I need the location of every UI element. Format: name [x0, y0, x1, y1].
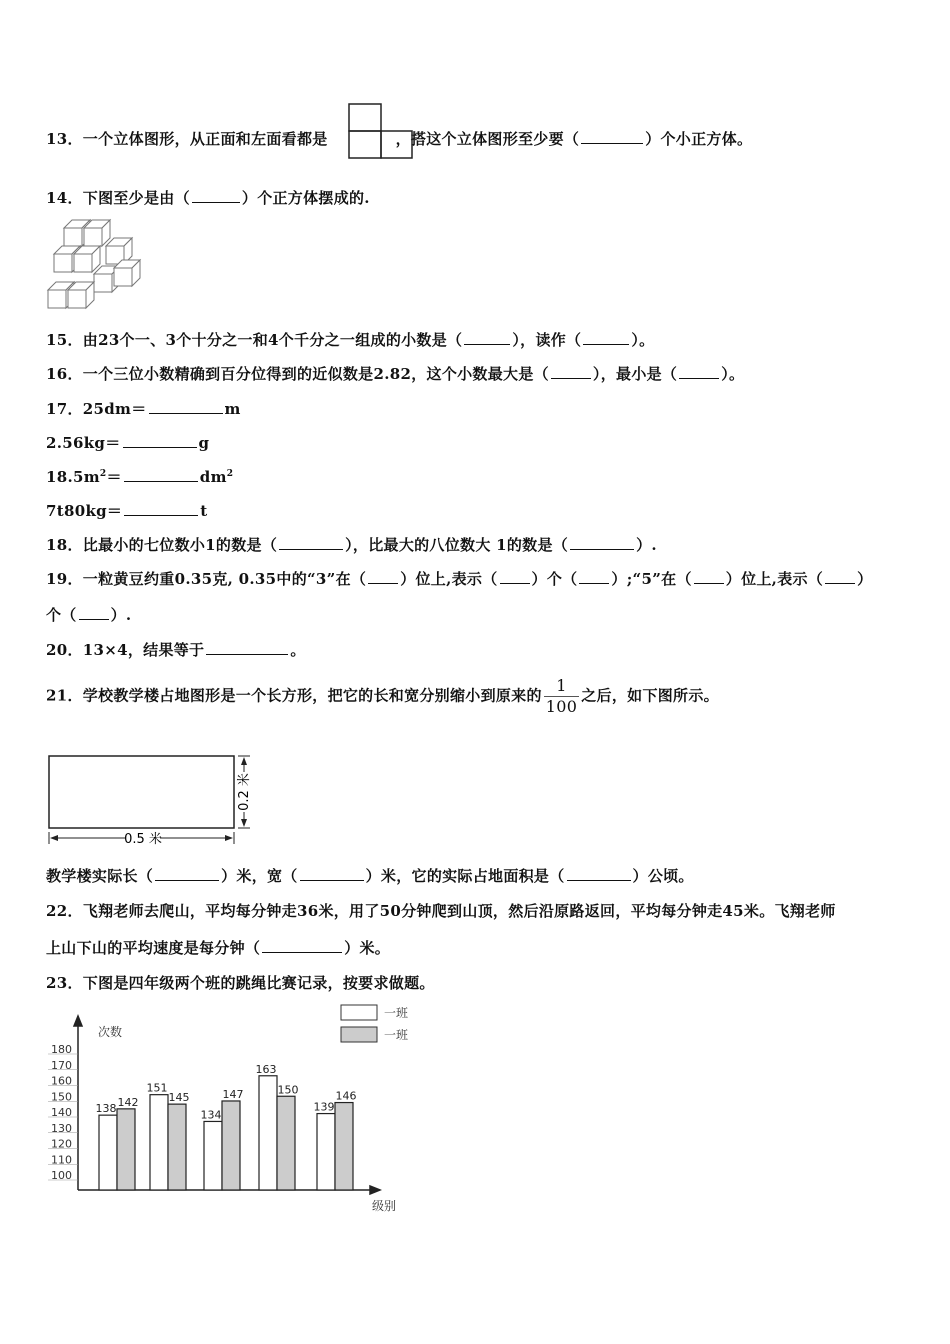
- question-number: 21．: [46, 686, 83, 705]
- legend-swatch-1: [341, 1005, 377, 1020]
- question-13: 13．一个立体图形，从正面和左面看都是 ，搭这个立体图形至少要（ ）个小正方体。: [46, 130, 753, 148]
- legend-label-1: 一班: [384, 1006, 409, 1020]
- question-number: 17．: [46, 400, 83, 418]
- question-17-line-2: 2.56kg＝ g: [46, 434, 210, 452]
- y-tick-label: 180: [51, 1043, 72, 1056]
- bar-value-label: 142: [117, 1095, 139, 1109]
- bar-value-label: 147: [222, 1087, 244, 1101]
- answer-blank[interactable]: [149, 412, 223, 414]
- answer-blank[interactable]: [570, 548, 634, 550]
- answer-blank[interactable]: [464, 343, 510, 345]
- answer-blank[interactable]: [123, 446, 197, 448]
- cube-stack-figure: [46, 216, 146, 312]
- bar-value-label: 150: [277, 1083, 299, 1097]
- question-19-cont: 个（ ）.: [46, 606, 132, 624]
- bar-1-5: [317, 1114, 335, 1190]
- question-number: 15．: [46, 331, 83, 349]
- question-number: 14．: [46, 189, 83, 207]
- bar-1-2: [150, 1095, 168, 1190]
- y-axis-label: 次数: [98, 1025, 123, 1039]
- answer-blank[interactable]: [279, 548, 343, 550]
- question-19: 19．一粒黄豆约重0.35克, 0.35中的“3”在（ ）位上,表示（ ）个（ ）;“5”在（ ）位上,表示（ ）: [46, 570, 873, 588]
- rectangle-figure: [40, 750, 260, 854]
- bar-1-4: [259, 1076, 277, 1190]
- question-21-answer: 教学楼实际长（ ）米，宽（ ）米，它的实际占地面积是（ ）公顷。: [46, 867, 694, 885]
- question-17-line-4: 7t80kg＝ t: [46, 502, 208, 520]
- answer-blank[interactable]: [79, 618, 109, 620]
- question-15: 15．由23个一、3个十分之一和4个千分之一组成的小数是（ ），读作（ ）。: [46, 331, 655, 349]
- bar-value-label: 151: [146, 1081, 168, 1095]
- bar-value-label: 139: [313, 1100, 335, 1114]
- answer-blank[interactable]: [694, 582, 724, 584]
- answer-blank[interactable]: [500, 582, 530, 584]
- answer-blank[interactable]: [262, 951, 342, 953]
- y-tick-label: 130: [51, 1121, 72, 1135]
- answer-blank[interactable]: [124, 480, 198, 482]
- question-18: 18．比最小的七位数小1的数是（ ），比最大的八位数大 1的数是（ ）.: [46, 536, 657, 554]
- answer-blank[interactable]: [124, 514, 198, 516]
- question-17-line-1: 17．25dm＝ m: [46, 400, 241, 418]
- height-label: 0.2 米: [237, 773, 252, 811]
- question-16: 16．一个三位小数精确到百分位得到的近似数是2.82，这个小数最大是（ ），最小是（ ）。: [46, 365, 745, 383]
- y-tick-label: 170: [51, 1058, 72, 1072]
- bar-value-label: 134: [200, 1108, 222, 1122]
- bar-2-2: [168, 1104, 186, 1190]
- answer-blank[interactable]: [567, 879, 631, 881]
- answer-blank[interactable]: [192, 201, 240, 203]
- y-tick-label: 150: [51, 1090, 72, 1104]
- fraction: $\frac{1}{100}$: [545, 676, 578, 716]
- question-number: 23．: [46, 974, 83, 992]
- question-17-line-3: $18.5m^2= dm^2$: [46, 468, 234, 486]
- answer-blank[interactable]: [583, 343, 629, 345]
- bar-value-label: 138: [95, 1102, 117, 1116]
- y-tick-label: 140: [51, 1106, 72, 1119]
- question-number: 13．: [46, 130, 83, 148]
- bar-1-1: [99, 1115, 117, 1190]
- legend-label-2: 一班: [384, 1028, 409, 1042]
- view-shape-figure: [346, 103, 416, 161]
- y-tick-label: 110: [51, 1153, 72, 1167]
- bar-value-label: 146: [335, 1089, 357, 1103]
- question-number: 19．: [46, 570, 83, 588]
- question-number: 20．: [46, 641, 83, 659]
- question-number: 18．: [46, 536, 83, 554]
- bar-value-label: 145: [168, 1091, 190, 1105]
- x-axis-label: 级别: [372, 1199, 397, 1213]
- question-14: 14．下图至少是由（ ）个正方体摆成的.: [46, 189, 370, 207]
- bar-value-label: 163: [255, 1062, 277, 1076]
- bar-1-3: [204, 1121, 222, 1190]
- bar-2-1: [117, 1109, 135, 1190]
- answer-blank[interactable]: [368, 582, 398, 584]
- y-tick-label: 160: [51, 1074, 72, 1088]
- y-tick-label: 120: [51, 1137, 72, 1151]
- question-21: 21．学校教学楼占地图形是一个长方形，把它的长和宽分别缩小到原来的 $\frac{1}{100}$ 之后，如下图所示。: [46, 676, 719, 716]
- y-tick-label: 100: [51, 1169, 72, 1182]
- question-22: 22．飞翔老师去爬山，平均每分钟走36米，用了50分钟爬到山顶，然后沿原路返回，平均每分钟走45米。飞翔老师: [46, 902, 836, 920]
- jump-rope-bar-chart: [40, 1000, 420, 1220]
- answer-blank[interactable]: [679, 377, 719, 379]
- bar-2-5: [335, 1103, 353, 1190]
- question-number: 22．: [46, 902, 83, 920]
- answer-blank[interactable]: [300, 879, 364, 881]
- answer-blank[interactable]: [206, 653, 288, 655]
- question-20: 20．13×4，结果等于 。: [46, 641, 306, 659]
- question-23: 23．下图是四年级两个班的跳绳比赛记录，按要求做题。: [46, 974, 435, 992]
- answer-blank[interactable]: [581, 142, 643, 144]
- question-number: 16．: [46, 365, 83, 383]
- answer-blank[interactable]: [825, 582, 855, 584]
- bar-2-4: [277, 1096, 295, 1190]
- answer-blank[interactable]: [551, 377, 591, 379]
- answer-blank[interactable]: [579, 582, 609, 584]
- bar-2-3: [222, 1101, 240, 1190]
- answer-blank[interactable]: [155, 879, 219, 881]
- width-label: 0.5 米: [124, 832, 162, 847]
- question-22-cont: 上山下山的平均速度是每分钟（ ）米。: [46, 939, 391, 957]
- legend-swatch-2: [341, 1027, 377, 1042]
